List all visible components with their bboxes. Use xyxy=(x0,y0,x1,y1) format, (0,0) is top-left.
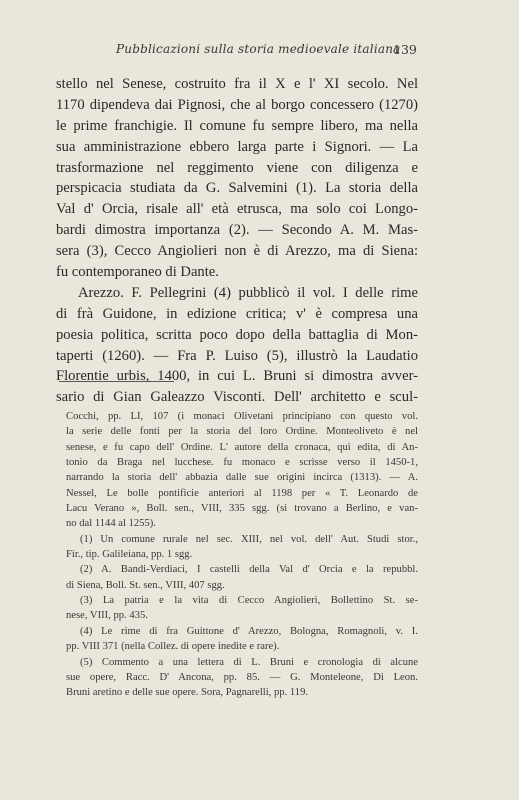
footnote-line: Bruni aretino e delle sue opere. Sora, Pagnarelli, pp. 119. xyxy=(66,687,309,699)
footnote-line: di Siena, Boll. St. sen., VIII, 407 sgg. xyxy=(66,579,225,591)
text-line: di frà Guidone, in edizione critica; v' è compresa una xyxy=(56,305,418,322)
footnote-4 xyxy=(66,624,418,655)
footnote-line: Lacu Verano », Boll. sen., VIII, 335 sgg. (si trovano a Berlino, e van- xyxy=(66,503,418,515)
footnote-3 xyxy=(66,593,418,624)
footnote-line: (2) A. Bandi-Verdiaci, I castelli della Val d' Orcia e la repubbl. xyxy=(80,564,418,576)
footnote-line: pp. VIII 371 (nella Collez. di opere inedite e rare). xyxy=(66,641,280,653)
footnote-line: (3) La patria e la vita di Cecco Angiolieri, Bollettino St. se- xyxy=(80,595,418,607)
footnote-line: (5) Commento a una lettera di L. Bruni e cronologia di alcune xyxy=(80,656,418,668)
text-line: perspicacia studiata da G. Salvemini (1). La storia della xyxy=(56,180,418,197)
text-line: fu contemporaneo di Dante. xyxy=(56,264,219,281)
footnote-divider xyxy=(59,381,174,382)
text-line: poesia politica, scritta poco dopo della battaglia di Mon- xyxy=(56,326,418,343)
text-line: bardi dimostra importanza (2). — Secondo A. M. Mas- xyxy=(56,222,418,239)
footnotes xyxy=(66,409,418,701)
footnote-2 xyxy=(66,562,418,593)
text-line: 1170 dipendeva dai Pignosi, che al borgo concessero (1270) xyxy=(56,96,418,113)
footnote-line: (1) Un comune rurale nel sec. XIII, nel vol. dell' Aut. Studi stor., xyxy=(80,533,418,545)
paragraph-2 xyxy=(56,283,418,408)
page-number: 139 xyxy=(393,42,417,57)
text-line: sua amministrazione ebbero larga parte i Signori. — La xyxy=(56,138,418,155)
footnote-line: narrando la storia dell' abbazia dalle sue origini incirca (1313). — A. xyxy=(66,472,418,484)
footnote-line: sue opere, Racc. D' Ancona, pp. 85. — G. Monteleone, Di Leon. xyxy=(66,671,418,683)
text-line: Florentie urbis, 1400, in cui L. Bruni si dimostra avver- xyxy=(56,368,418,385)
footnote-line: Cocchi, pp. LI, 107 (i monaci Olivetani principiano con questo vol. xyxy=(66,411,418,422)
text-line: stello nel Senese, costruito fra il X e l' XI secolo. Nel xyxy=(56,76,418,92)
footnote-line: no dal 1144 al 1255). xyxy=(66,518,156,530)
footnote-line: senese, e fu capo dell' Ordine. L' autore della cronaca, qui edita, di An- xyxy=(66,441,418,453)
footnote-line: nese, VIII, pp. 435. xyxy=(66,610,148,622)
text-line: sera (3), Cecco Angiolieri non è di Arezzo, ma di Siena: xyxy=(56,243,418,260)
text-line: Val d' Orcia, risale all' età etrusca, ma solo coi Longo- xyxy=(56,201,418,218)
text-line: Arezzo. F. Pellegrini (4) pubblicò il vol. I delle rime xyxy=(78,284,418,301)
footnote-line: la serie delle fonti per la storia del loro Ordine. Monteoliveto è nel xyxy=(66,426,418,438)
footnote-line: (4) Le rime di fra Guittone d' Arezzo, Bologna, Romagnoli, v. I. xyxy=(80,625,418,637)
footnote-line: tonio da Braga nel lucchese. fu monaco e scrisse verso il 1450-1, xyxy=(66,457,418,469)
text-line: sario di Gian Galeazzo Visconti. Dell' architetto e scul- xyxy=(56,389,418,406)
text-line: trasformazione nel reggimento viene con diligenza e xyxy=(56,159,418,176)
paragraph-1 xyxy=(56,74,418,283)
running-head xyxy=(0,42,519,60)
main-text xyxy=(56,74,418,408)
text-line: le prime franchigie. Il comune fu sempre libero, ma nella xyxy=(56,117,418,134)
footnote-1 xyxy=(66,532,418,563)
footnote-line: Fir., tip. Galileiana, pp. 1 sgg. xyxy=(66,549,193,561)
footnote-continued xyxy=(66,409,418,532)
text-line: taperti (1260). — Fra P. Luiso (5), illustrò la Laudatio xyxy=(56,347,418,364)
footnote-line: Nessel, Le bolle pontificie anteriori al 1198 per « T. Leonardo de xyxy=(66,487,418,499)
running-title: Pubblicazioni sulla storia medioevale italiana xyxy=(116,42,401,56)
footnote-5 xyxy=(66,655,418,701)
